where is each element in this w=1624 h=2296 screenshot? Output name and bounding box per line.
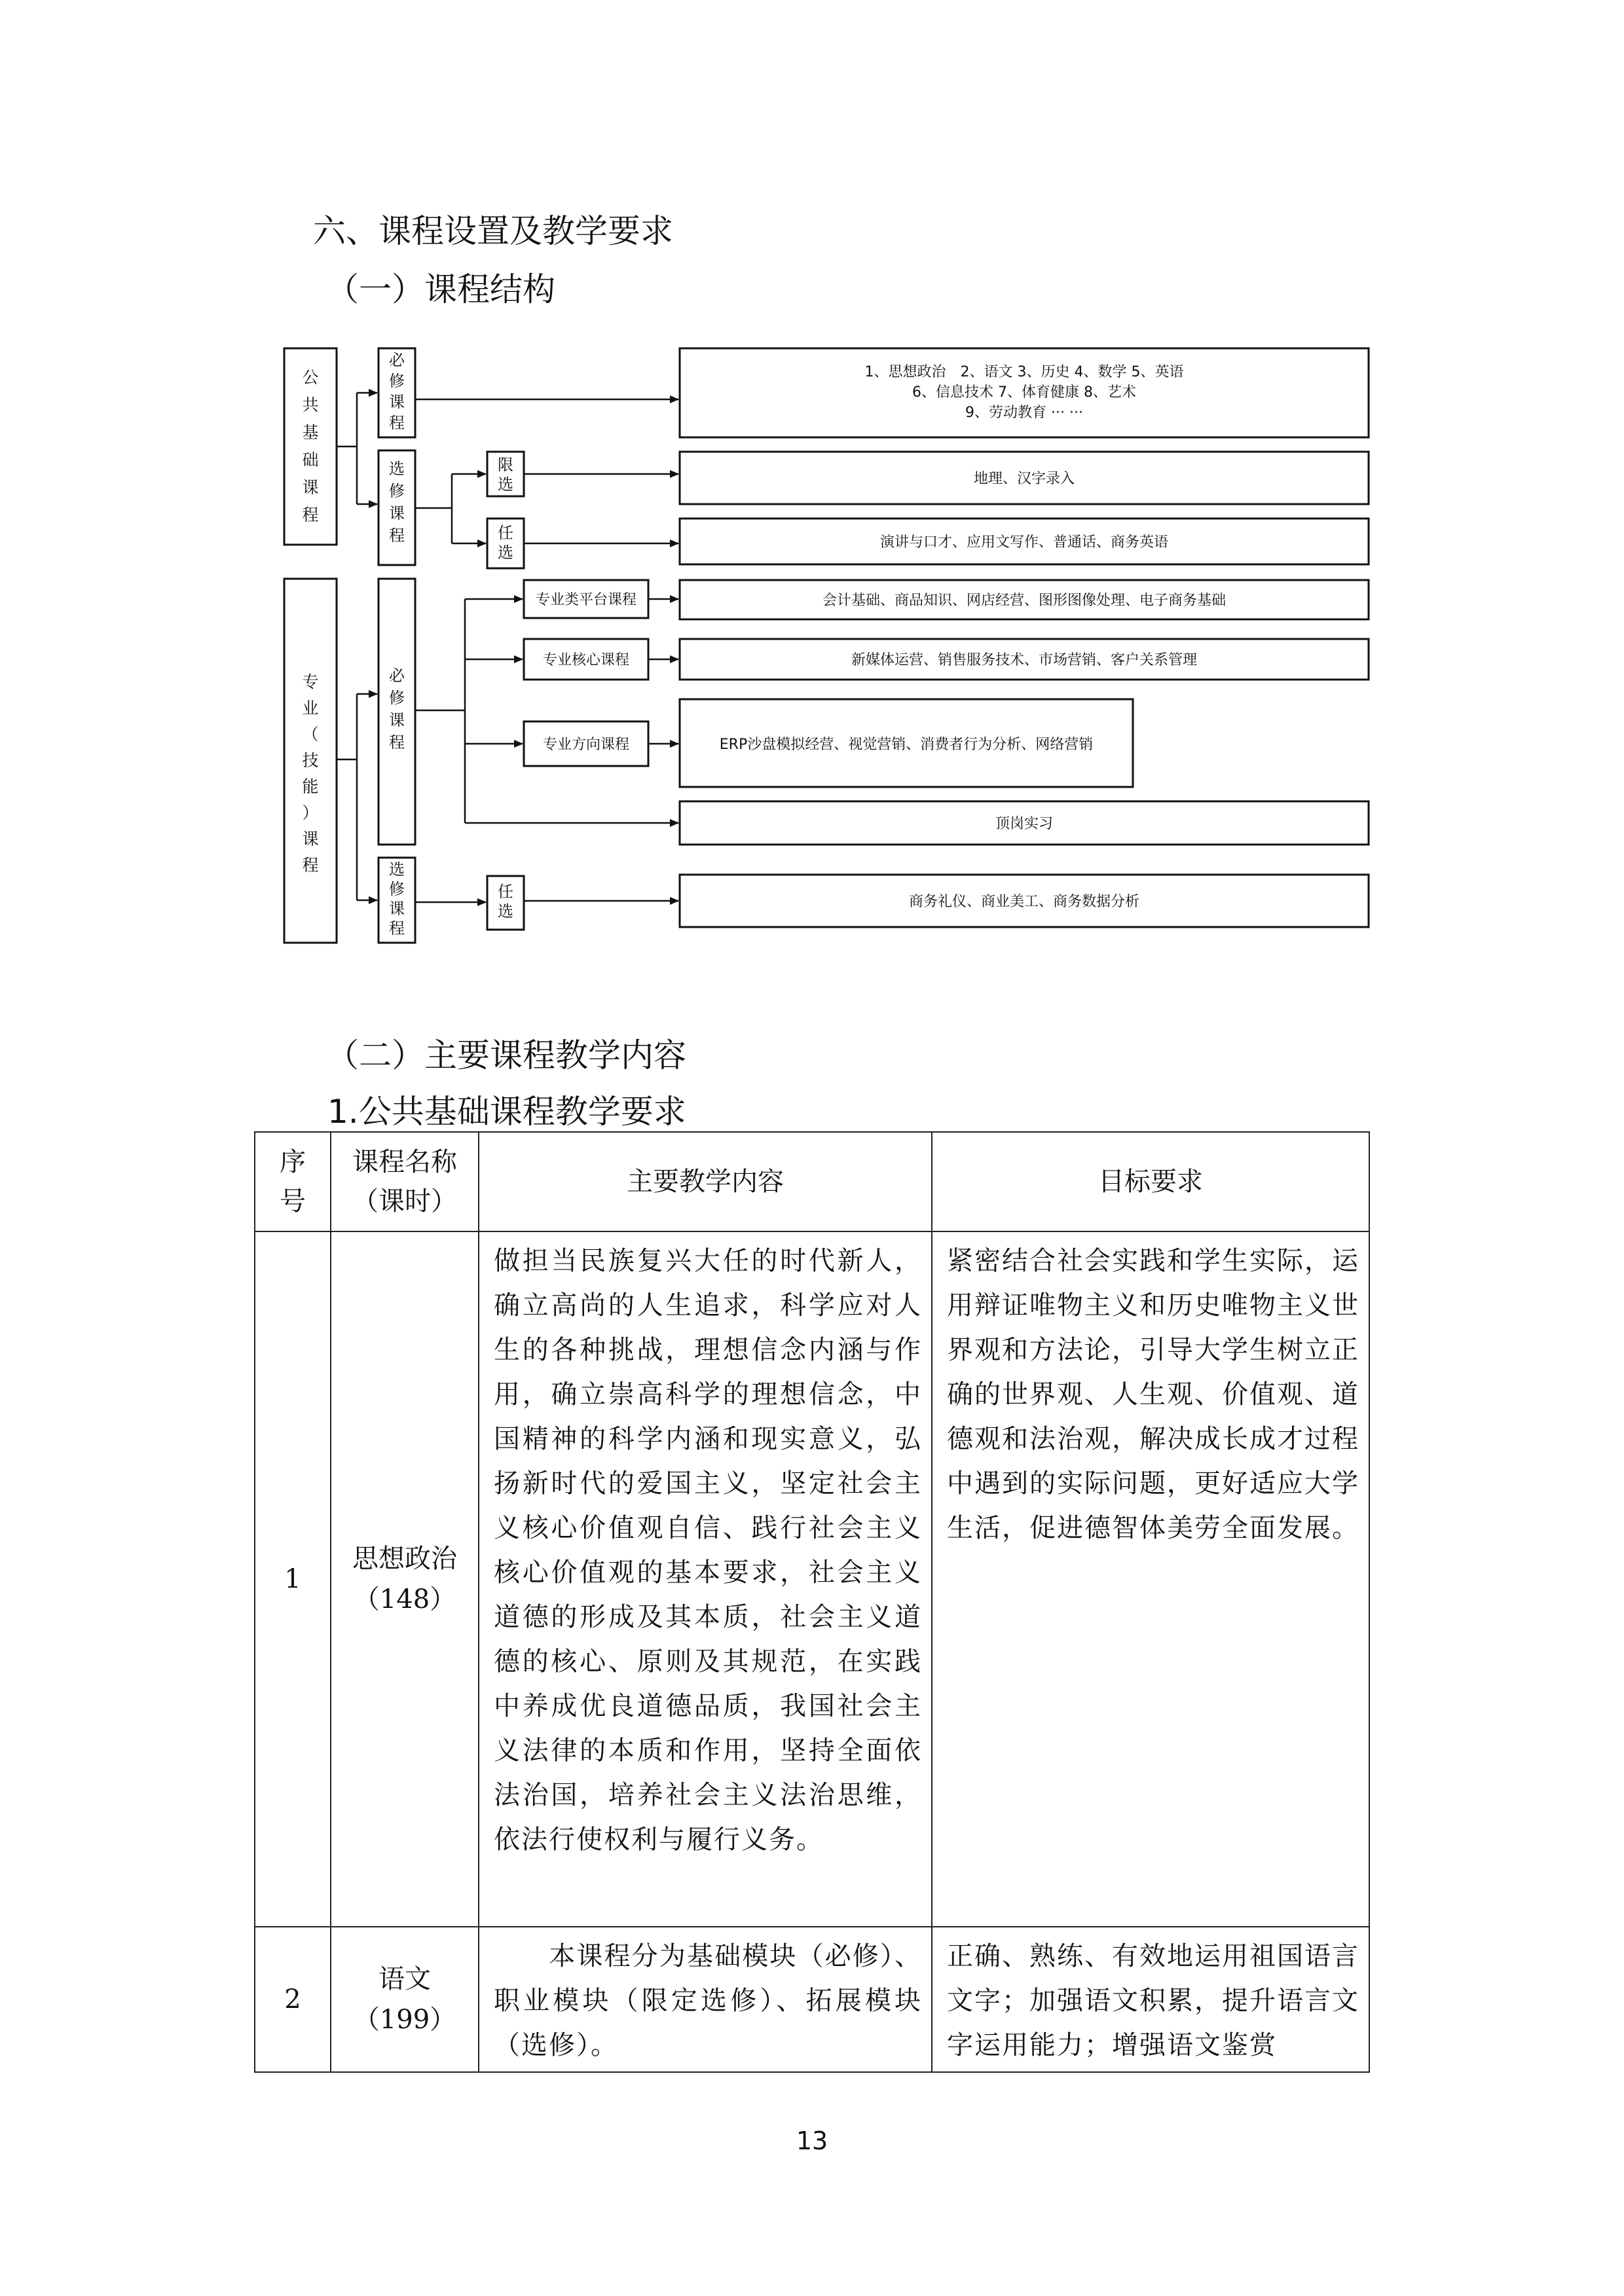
subsection-heading-content: （二）主要课程教学内容 — [326, 1036, 686, 1074]
content-public-required-line1: 1、思想政治 2、语文 3、历史 4、数学 5、英语 — [864, 364, 1184, 380]
row-goal: 紧密结合社会实践和学生实际，运用辩证唯物主义和历史唯物主义世界观和方法论，引导大学生树立正确的世界观、人生观、价值观、道德观和法治观，解决成长成才过程中遇到的实际问题，更好适应大学生活，促进德智体美劳全面发展。 — [932, 1231, 1369, 1927]
table-row — [255, 1927, 1369, 2072]
header-content: 主要教学内容 — [479, 1132, 932, 1231]
header-course-name: 课程名称 （课时） — [331, 1132, 479, 1231]
content-public-required-line2: 6、信息技术 7、体育健康 8、艺术 — [912, 384, 1136, 401]
sub-label-optional: 任选 — [498, 524, 513, 562]
category-label-pro-elective: 选修课程 — [389, 860, 405, 938]
content-public-required-line3: 9、劳动教育 ··· ··· — [965, 405, 1083, 421]
row-goal: 正确、熟练、有效地运用祖国语言文字；加强语文积累，提升语言文字运用能力；增强语文鉴赏 — [932, 1927, 1369, 2072]
section-heading: 六、课程设置及教学要求 — [313, 212, 673, 250]
page-number: 13 — [796, 2126, 828, 2155]
row-content: 做担当民族复兴大任的时代新人，确立高尚的人生追求，科学应对人生的各种挑战，理想信念内涵与作用，确立崇高科学的理想信念，中国精神的科学内涵和现实意义，弘扬新时代的爱国主义，坚定社会主义核心价值观自信、践行社会主义核心价值观的基本要求，社会主义道德的形成及其本质，社会主义道德的核心、原则及其规范，在实践中养成优良道德品质，我国社会主义法律的本质和作用，坚持全面依法治国，培养社会主义法治思维，依法行使权利与履行义务。 — [479, 1231, 932, 1927]
sub-label-core: 专业核心课程 — [542, 652, 630, 668]
row-content: 本课程分为基础模块（必修）、职业模块（限定选修）、拓展模块（选修）。 — [479, 1927, 932, 2072]
header-no: 序 号 — [255, 1132, 331, 1231]
sub-label-platform: 专业类平台课程 — [535, 592, 637, 608]
row-course-name: 语文 （199） — [331, 1927, 479, 2072]
subsection-heading-structure: （一）课程结构 — [326, 270, 555, 308]
sub-label-optional2: 任选 — [498, 883, 513, 920]
course-structure-diagram — [0, 0, 1624, 982]
content-pro-optional: 商务礼仪、商业美工、商务数据分析 — [908, 894, 1140, 910]
content-platform: 会计基础、商品知识、网店经营、图形图像处理、电子商务基础 — [822, 592, 1227, 609]
header-goal: 目标要求 — [932, 1132, 1369, 1231]
content-optional: 演讲与口才、应用文写作、普通话、商务英语 — [879, 534, 1169, 551]
group-label-public: 公共基础课程 — [302, 368, 319, 524]
content-core: 新媒体运营、销售服务技术、市场营销、客户关系管理 — [851, 652, 1198, 668]
public-course-table — [254, 1131, 1370, 2073]
row-course-name: 思想政治 （148） — [331, 1231, 479, 1927]
content-limited: 地理、汉字录入 — [973, 471, 1075, 487]
row-no: 1 — [255, 1231, 331, 1927]
subsection-heading-public: 1.公共基础课程教学要求 — [327, 1093, 686, 1131]
content-internship: 顶岗实习 — [995, 816, 1054, 832]
group-label-professional: 专业（技能）课程 — [302, 672, 319, 875]
sub-label-limited: 限选 — [498, 456, 513, 494]
content-direction: ERP沙盘模拟经营、视觉营销、消费者行为分析、网络营销 — [719, 737, 1094, 753]
category-label-public-elective: 选修课程 — [389, 460, 405, 545]
category-label-pro-required: 必修课程 — [389, 666, 405, 752]
category-label-public-required: 必修课程 — [389, 351, 405, 432]
row-no: 2 — [255, 1927, 331, 2072]
sub-label-direction: 专业方向课程 — [542, 737, 630, 753]
table-row — [255, 1231, 1369, 1927]
table-header-row — [255, 1132, 1369, 1231]
